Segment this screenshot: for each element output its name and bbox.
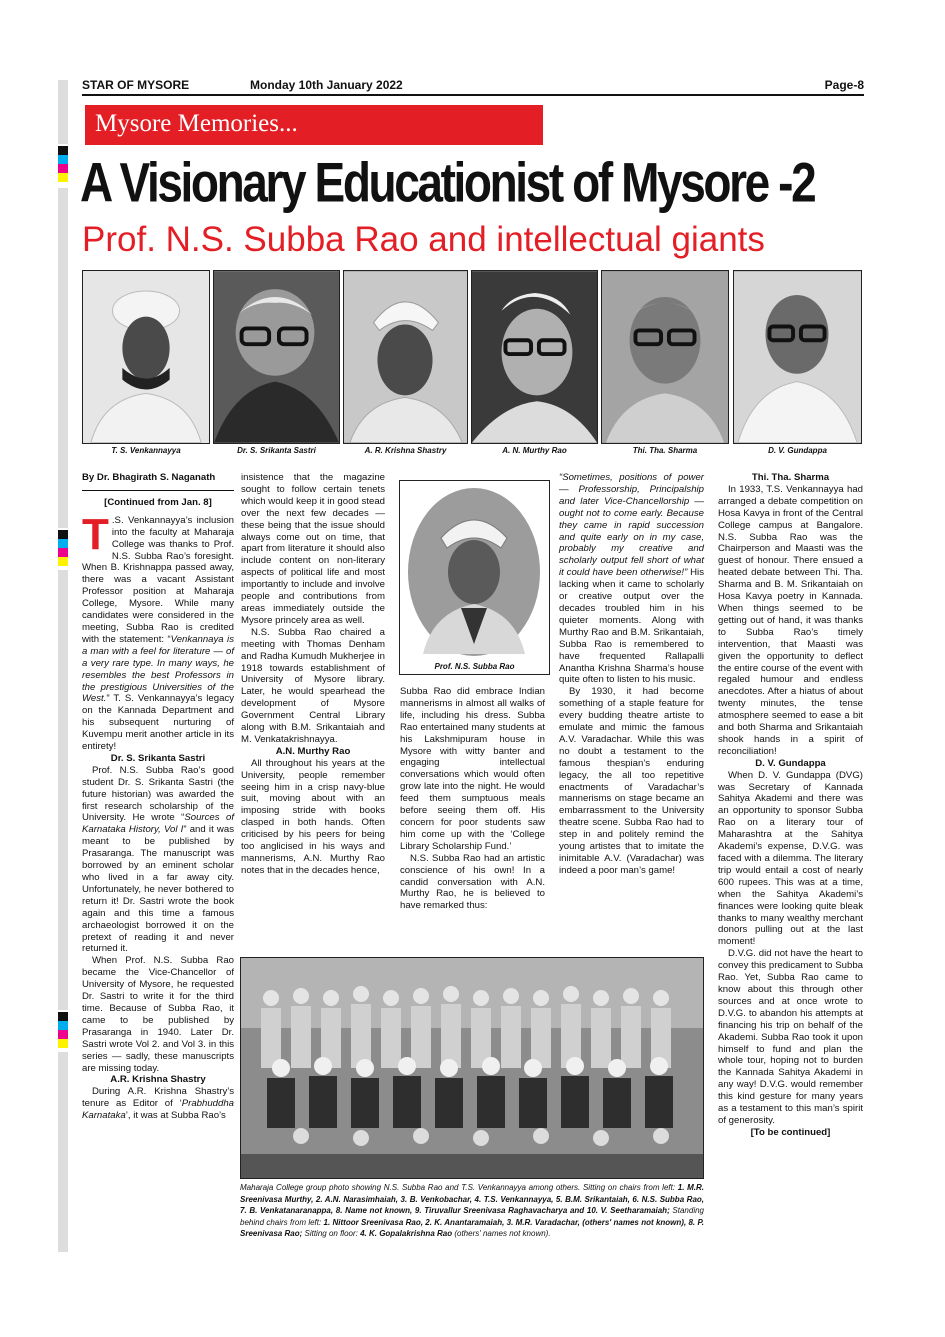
paragraph: D.V.G. did not have the heart to convey this predicament to Subba Rao. Yet, Subba Rao came to know about this through other sources and at once wrote to D.V.G. to abandon his attempts at financing his trip on behalf of the Akademi. Subba Rao took it upon himself to fund and plan the whole tour, hoping not to burden the Kannada Sahitya Akademi in any way! D.V.G. would remember this kind gesture for many years as a testament to this man’s spirit of generosity. [718,948,863,1126]
paragraph: insistence that the magazine sought to follow certain tenets which would keep it in good stead over the next few decades — these being that the issue should always come out on time, that apart from literature it should also include content on non-literary aspects of political life and most importantly to include and involve people and contributions from areas immediately outside the Mysore princely area as well. [241,472,385,626]
paragraph [82,1086,234,1122]
group-photo [240,957,704,1179]
subheading: A.R. Krishna Shastry [110,1074,206,1086]
portrait-caption: D. V. Gundappa [768,446,827,455]
article-column-4 [559,472,704,877]
registration-mark-magenta [58,548,68,557]
text: ” and it was meant to be published by Prasaranga. The manuscript was borrowed by an eminent scholar who lived in a far away city. Unfortunately, he never bothered to return it! Dr. Sastri wrote the book again and this time a famous archaeologist borrowed it on the pretext of reading it and never returned it. [82,824,234,955]
portrait-caption: A. R. Krishna Shastry [364,446,447,455]
paragraph: When Prof. N.S. Subba Rao became the Vice-Chancellor of University of Mysore, he requested Dr. Sastri to write it for the third time. Because of Subba Rao, it came to be published by Prasaranga in 1940. Later Dr. Sastri wrote Vol 2. and Vol 3. in this series — sadly, these manuscripts are missing today. [82,955,234,1074]
caption-sitting-names: 1. M.R. Sreenivasa Murthy, 2. A.N. Narasimhaiah, 3. B. Venkobachar, 4. T.S. Venkannayya, 5. B.M. Srikantaiah, 6. N.S. Subba Rao, 7. B. Venkatanaranappa, 8. Name not known, 9. Tiruvallur Sreenivasa Raghavacharya and 10. V. Seetharamaiah; [240,1183,705,1215]
paragraph [559,472,704,686]
portrait-image [403,484,546,659]
paragraph [82,509,234,753]
to-be-continued: [To be continued] [750,1126,831,1138]
caption-tail: (others' names not known). [452,1229,551,1238]
registration-mark-cyan [58,155,68,164]
page-header [82,78,864,94]
drop-cap: T [82,509,109,559]
portrait-image [602,271,728,443]
kicker-text: Mysore Memories... [95,110,298,137]
caption-floor-names: 4. K. Gopalakrishna Rao [360,1229,453,1238]
portrait-gundappa [733,270,862,456]
caption-standing-lead: Standing behind chairs from left: [240,1206,705,1227]
registration-bar [58,1052,68,1252]
subheading: Dr. S. Srikanta Sastri [110,752,206,764]
group-photo-caption [240,1182,704,1240]
portrait-image [344,271,467,443]
registration-mark-magenta [58,1030,68,1039]
registration-mark-black [58,1012,68,1021]
portrait-photo [601,270,729,444]
subheading: D. V. Gundappa [755,757,826,769]
newspaper-name: STAR OF MYSORE [82,78,190,92]
group-photo-image [241,958,704,1179]
continued-note: [Continued from Jan. 8] [104,496,212,508]
paragraph: Subba Rao did embrace Indian mannerisms in almost all walks of life, including his dress. Subba Rao entertained many students at his Lakshmipuram house in Mysore with witty banter and engaging intellectual conversations which would often grow late into the night. He would feed them sumptuous meals before seeing them off. His concern for poor students saw him come up with the ‘College Library Scholarship Fund.’ [400,686,545,852]
registration-mark-yellow [58,557,68,566]
text: Prof. N.S. Subba Rao’s good student Dr. S. Srikanta Sastri (the future historian) was awarded the first research scholarship of the University. He wrote “ [82,764,234,824]
page-number: Page-8 [824,78,864,92]
portrait-photo [213,270,340,444]
paragraph: By 1930, it had become something of a staple feature for every budding theatre artiste to emulate and mimic the famous A.V. Varadachar. While this was no doubt a testament to the famous thespian’s enduring legacy, the all too repetitive enactments of Varadachar’s mannerisms on stage became an embarrassment to the University theatre scene. Subba Rao had to step in and politely remind the young artistes that to imitate the inimitable A.V. (Varadachar) was indeed a poor man’s game! [559,686,704,876]
text: His lacking when it came to scholarly or creative output over the decades troubled him in his quieter moments. Along with Murthy Rao and B.M. Srikantaiah, Subba Rao is remembered to have frequented Rallapalli Anantha Krishna Sharma’s house quite often to listen to his music. [559,567,704,686]
caption-standing-names: 1. Nittoor Sreenivasa Rao, 2. K. Anantaramaiah, 3. M.R. Varadachar, (others' names not known), 8. P. Sreenivasa Rao; [240,1217,704,1238]
text: .S. Venkannayya’s inclusion into the faculty at Maharaja College was thanks to Prof. N.S. Subba Rao’s foresight. When B. Krishnappa passed away, there was a vacant Assistant Professor position at Maharaja College, Mysore. While many candidates were considered in the meeting, Subba Rao is credited with the statement: “ [82,514,234,645]
article-column-3 [400,686,545,912]
portrait-caption: T. S. Venkannayya [111,446,181,455]
section-kicker [85,105,543,145]
subba-rao-photo [403,484,546,659]
text: ’, it was at Subba Rao’s [125,1110,226,1122]
registration-mark-yellow [58,173,68,182]
registration-mark-cyan [58,1021,68,1030]
caption-floor-lead: Sitting on floor: [302,1229,361,1238]
issue-date: Monday 10th January 2022 [250,78,403,92]
paragraph: When D. V. Gundappa (DVG) was Secretary of Kannada Sahitya Akademi and there was an opportunity to sponsor Subba Rao on a literary tour of Maharashtra at the Sahitya Akademi’s expense, D.V.G. was faced with a dilemma. The literary trip would entail a cost of nearly 600 rupees. This was at a time, when the Sahitya Akademi’s finances were looking quite bleak thanks to many wealthy merchant donors pulling out at the last moment! [718,769,863,948]
headline: A Visionary Educationist of Mysore -2 [80,151,815,214]
portrait-image [472,271,597,443]
portrait-krishna-shastry [343,270,468,456]
subheadline: Prof. N.S. Subba Rao and intellectual giants [82,220,765,259]
subba-rao-caption: Prof. N.S. Subba Rao [434,662,515,671]
text: ” T. S. Venkannayya’s legacy on the Kannada Department and his subsequent nurturing of Kuvempu merit another article in its entirety! [82,693,234,753]
portrait-image [83,271,209,443]
magazine-title: Prabhuddha Karnataka [82,1098,234,1122]
registration-bar [58,570,68,1010]
subba-rao-photo-box [399,480,550,675]
paragraph: N.S. Subba Rao chaired a meeting with Thomas Denham and Radha Kumudh Mukherjee in 1918 towards establishment of University of Mysore library. Later, he would spearhead the development of Mysore Government Central Library along with B.M. Srikantaiah and M. Venkatakrishnayya. [241,626,385,745]
subheading: A.N. Murthy Rao [275,745,351,757]
portrait-caption: Dr. S. Srikanta Sastri [237,446,316,455]
header-rule [82,94,864,96]
registration-mark-cyan [58,539,68,548]
portrait-srikanta-sastri [213,270,340,456]
paragraph: N.S. Subba Rao had an artistic conscience of his own! In a candid conversation with A.N. Murthy Rao, he is believed to have remarked thus: [400,852,545,912]
paragraph: All throughout his years at the University, people remember seeing him in a crisp navy-blue suit, moving about with an imposing stride with books clasped in both hands. Often criticised by his peers for being too anglicised in his ways and mannerisms, A.N. Murthy Rao notes that in the decades hence, [241,757,385,876]
portrait-murthy-rao [471,270,598,456]
article-column-1 [82,472,234,1122]
article-column-5 [718,472,863,1139]
portrait-venkannayya [82,270,210,456]
portrait-photo [733,270,862,444]
registration-bar [58,80,68,144]
quote: “Sometimes, positions of power — Professorship, Principalship and later Vice-Chancellorship — ought not to come early. Because they came in rapid succession and quite early on in my case, probably my creative and scholarly output fell short of what it could have been otherwise!” [559,472,704,579]
rule [82,490,234,491]
subheading: Thi. Tha. Sharma [751,472,830,483]
paragraph [82,765,234,956]
registration-mark-black [58,530,68,539]
registration-mark-magenta [58,164,68,173]
portrait-photo [343,270,468,444]
portrait-tha-sharma [601,270,729,456]
caption-lead: Maharaja College group photo showing N.S. Subba Rao and T.S. Venkannayya among others. Sitting on chairs from left: [240,1183,678,1192]
registration-mark-yellow [58,1039,68,1048]
article-column-2 [241,472,385,877]
portrait-photo [471,270,598,444]
portrait-caption: Thi. Tha. Sharma [632,446,698,455]
text: During A.R. Krishna Shastry’s tenure as Editor of ‘ [82,1086,234,1110]
portrait-image [214,271,339,443]
registration-mark-black [58,146,68,155]
portrait-photo [82,270,210,444]
registration-bar [58,188,68,528]
quote: Venkannaya is a man with a feel for literature — of a very rare type. In many ways, he resembles the best Professors in the prestigious Universities of the West. [82,633,234,705]
byline: By Dr. Bhagirath S. Naganath [82,472,216,483]
book-title: Sources of Karnataka History, Vol I [82,812,234,836]
portrait-caption: A. N. Murthy Rao [502,446,567,455]
portrait-image [734,271,861,443]
paragraph: In 1933, T.S. Venkannayya had arranged a debate competition on Hosa Kavya in front of the Central College campus at Bangalore. N.S. Subba Rao was the Chairperson and Maasti was the guest of honour. There ensued a heated debate between Thi. Tha. Sharma and B. M. Srikantaiah on Hosa Kavya poetry in Kannada. When things seemed to be getting out of hand, it was thanks to Subba Rao’s timely intervention, that Maasti was given the opportunity to deflect the entire course of the event with regaled humour and endless anecdotes. After a hiatus of about twenty minutes, the tense atmosphere seemed to ease a bit and both Sharma and Srikantaiah shook hands in a spirit of reconciliation! [718,483,863,757]
